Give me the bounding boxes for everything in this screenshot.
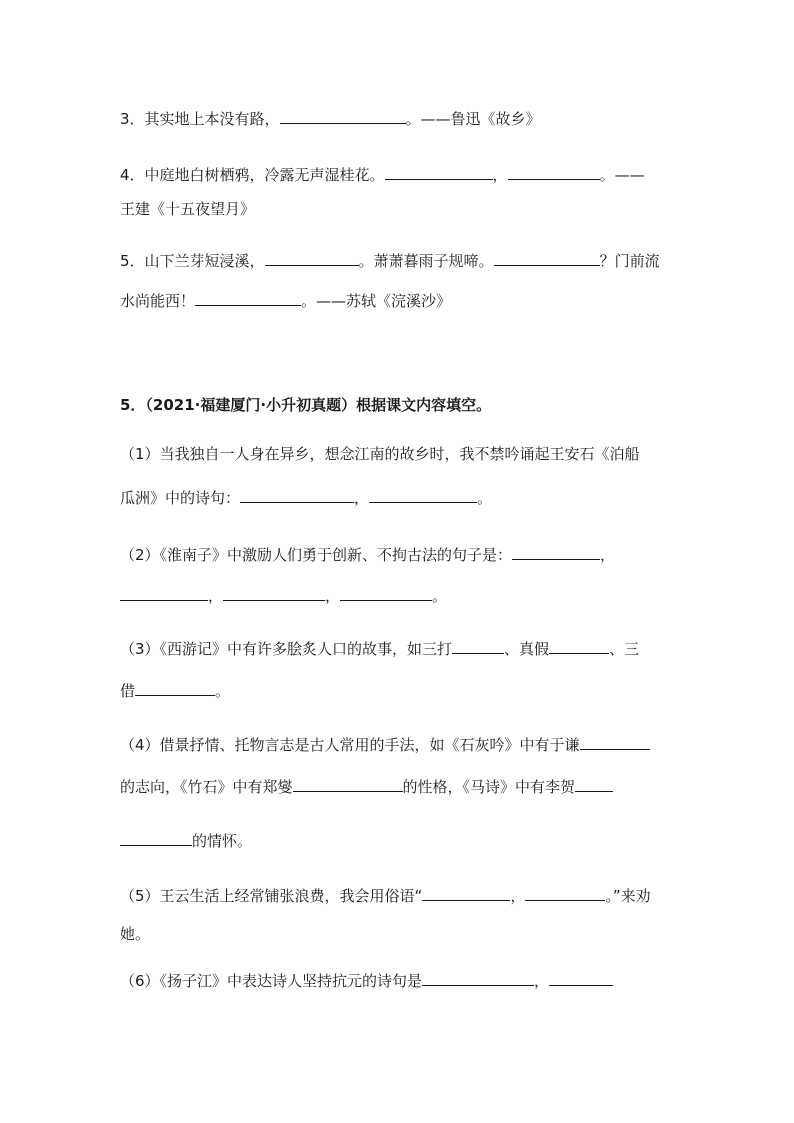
q5-p5-blank-2[interactable]: [525, 885, 605, 901]
q5-part-4-line-1: （4）借景抒情、托物言志是古人常用的手法，如《石灰吟》中有于谦: [120, 734, 650, 754]
item-3-blank[interactable]: [280, 108, 406, 124]
q5-part-2-line-2: ， ， 。: [120, 585, 447, 605]
q5-part-5-line-2: 她。: [120, 925, 151, 943]
q5-p2-blank-1[interactable]: [512, 544, 600, 560]
q5-p3-blank-3[interactable]: [135, 680, 215, 696]
item-5-text: 5．山下兰芽短浸溪，: [120, 252, 265, 270]
q5-p3-blank-2[interactable]: [549, 638, 609, 654]
question-5-heading: 5．（2021·福建厦门·小升初真题）根据课文内容填空。: [120, 396, 492, 414]
q5-p2-blank-4[interactable]: [340, 585, 432, 601]
q5-p4-blank-1[interactable]: [580, 734, 650, 750]
item-3-text: 3．其实地上本没有路，: [120, 110, 280, 128]
item-4-blank-2[interactable]: [508, 164, 600, 180]
item-3-line: [120, 108, 541, 128]
q5-p4-blank-3[interactable]: [575, 776, 613, 792]
item-4-line-2: [120, 199, 255, 219]
q5-p4-blank-4[interactable]: [120, 830, 192, 846]
q5-part-3-line-2: 借 。: [120, 682, 231, 700]
q5-part-2-line-1: （2）《淮南子》中激励人们勇于创新、不拘古法的句子是： ，: [120, 546, 616, 564]
item-5-blank-2[interactable]: [494, 250, 600, 266]
item-4-line-1: 4．中庭地白树栖鸦，冷露无声湿桂花。 ， 。——: [120, 166, 645, 184]
q5-part-1-line-1: （1）当我独自一人身在异乡，想念江南的故乡时，我不禁吟诵起王安石《泊船: [120, 445, 640, 463]
item-3-source: 。——鲁迅《故乡》: [405, 110, 541, 128]
q5-p1-blank-2[interactable]: [369, 487, 477, 503]
item-5-line-1: 5．山下兰芽短浸溪， 。萧萧暮雨子规啼。 ？门前流: [120, 252, 660, 270]
q5-p6-blank-1[interactable]: [422, 970, 534, 986]
q5-part-6-line-1: （6）《扬子江》中表达诗人坚持抗元的诗句是 ，: [120, 970, 613, 990]
item-4-text: 4．中庭地白树栖鸦，冷露无声湿桂花。: [120, 166, 385, 184]
q5-p1-blank-1[interactable]: [240, 487, 354, 503]
item-4-source: 王建《十五夜望月》: [120, 200, 256, 218]
q5-part-4-line-3: 的情怀。: [120, 830, 252, 850]
q5-p4-blank-2[interactable]: [293, 776, 403, 792]
q5-part-1-line-2: 瓜洲》中的诗句： ， 。: [120, 489, 493, 507]
item-4-blank-1[interactable]: [385, 164, 493, 180]
item-5-blank-3[interactable]: [195, 290, 301, 306]
q5-p6-blank-2[interactable]: [549, 970, 613, 986]
q5-p5-blank-1[interactable]: [422, 885, 510, 901]
q5-p2-blank-3[interactable]: [223, 585, 325, 601]
q5-p3-blank-1[interactable]: [452, 638, 504, 654]
item-5-line-2: 水尚能西！ 。——苏轼《浣溪沙》: [120, 292, 452, 310]
item-5-blank-1[interactable]: [265, 250, 359, 266]
q5-part-5-line-1: （5）王云生活上经常铺张浪费，我会用俗语“ ， 。”来劝: [120, 887, 651, 905]
item-5-source: 。——苏轼《浣溪沙》: [301, 292, 452, 310]
q5-p2-blank-2[interactable]: [120, 585, 208, 601]
q5-part-3-line-1: （3）《西游记》中有许多脍炙人口的故事，如三打 、真假 、三: [120, 640, 640, 658]
q5-part-4-line-2: 的志向，《竹石》中有郑燮 的性格，《马诗》中有李贺: [120, 776, 613, 796]
